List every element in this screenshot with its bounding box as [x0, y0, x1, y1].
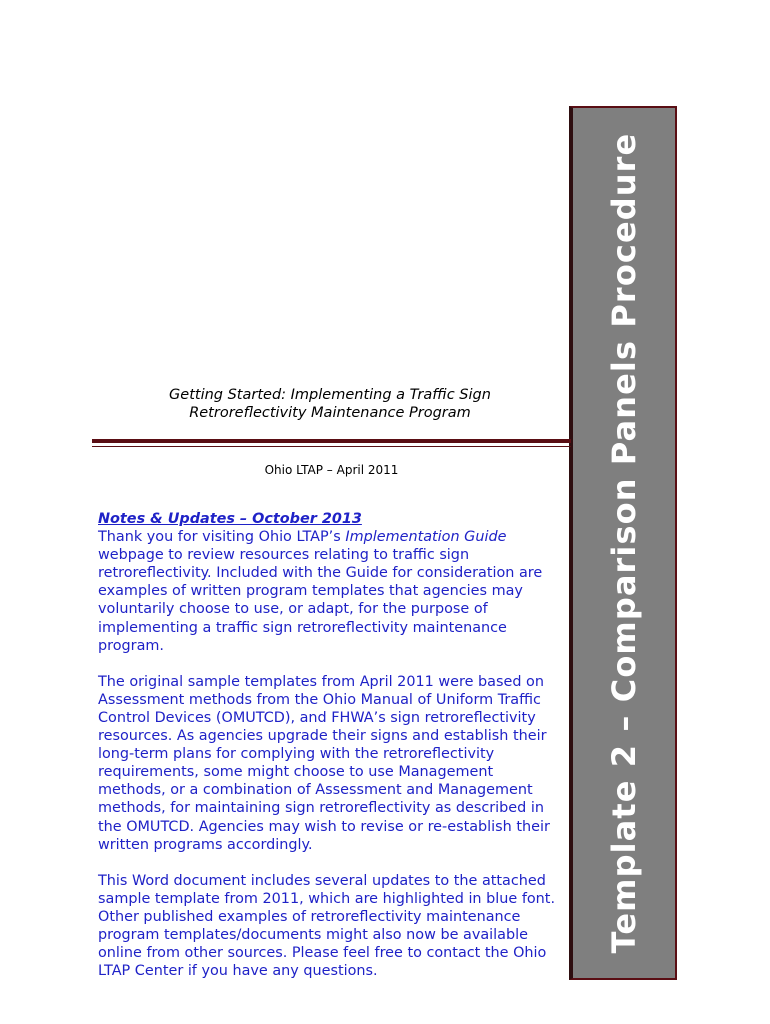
divider-thin [92, 446, 571, 447]
divider-thick [92, 439, 571, 443]
notes-paragraph-2: The original sample templates from April 2011 were based on Assessment methods from the Ohio Manual of Uniform Traffic Control Devices (OMUTCD), and FHWA’s sign retroreflectivity resources. As agencies upgrade their signs and establish their long-term plans for complying with the retroreflectivity requirements, some might choose to use Management methods, or a combination of Assessment and Management methods, for maintaining sign retroreflectivity as described in the OMUTCD. Agencies may wish to revise or re-establish their written programs accordingly. [98, 673, 550, 853]
p1-start: Thank you for visiting Ohio LTAP’s [98, 529, 346, 546]
document-title: Template 2 – Comparison Panels Procedure [605, 132, 643, 954]
p1-rest: webpage to review resources relating to traffic sign retroreflectivity. Included with the Guide for consideration are examples of written program templates that agencies may voluntarily choose to use, or adapt, for the purpose of implementing a traffic sign retroreflectivity maintenance program. [98, 547, 543, 654]
notes-paragraph-1 [98, 510, 563, 655]
side-title-panel [569, 106, 677, 980]
notes-paragraph-3: This Word document includes several updates to the attached sample template from 2011, which are highlighted in blue font. Other published examples of retroreflectivity maintenance program templates/documents might also now be available online from other sources. Please feel free to contact the Ohio LTAP Center if you have any questions. [98, 872, 556, 980]
implementation-guide-ref: Implementation Guide [345, 529, 507, 546]
document-subtitle [110, 386, 550, 422]
subtitle-line-1: Getting Started: Implementing a Traffic Sign [169, 387, 491, 403]
byline: Ohio LTAP – April 2011 [264, 463, 399, 477]
subtitle-line-2: Retroreflectivity Maintenance Program [189, 405, 471, 421]
notes-section [98, 510, 563, 998]
notes-heading: Notes & Updates – October 2013 [98, 511, 362, 527]
